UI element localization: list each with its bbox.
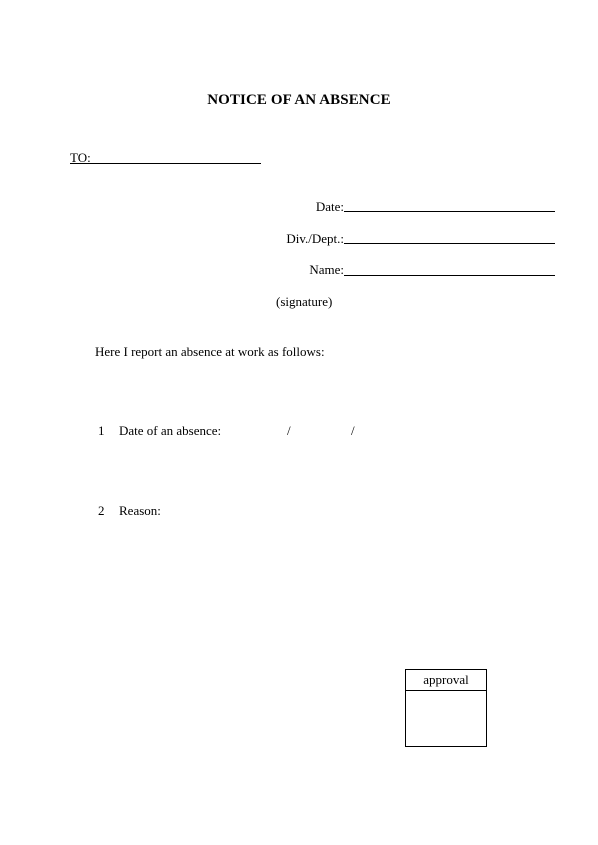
item-label-absence-date: Date of an absence: — [119, 423, 222, 438]
approval-stamp-area — [406, 691, 486, 746]
division-label: Div./Dept.: — [286, 231, 344, 246]
date-label: Date: — [315, 199, 344, 214]
to-line — [70, 163, 261, 164]
name-label: Name: — [309, 262, 344, 277]
approval-label: approval — [406, 670, 486, 691]
name-line — [344, 275, 555, 276]
division-line — [344, 243, 555, 244]
date-separator: / — [287, 423, 291, 438]
intro-text: Here I report an absence at work as follows: — [95, 344, 325, 359]
signature-label: (signature) — [276, 294, 333, 309]
approval-box — [405, 669, 487, 747]
to-label: TO: — [70, 150, 91, 165]
item-number: 2 — [98, 503, 105, 518]
document-title: NOTICE OF AN ABSENCE — [207, 92, 391, 108]
date-separator: / — [351, 423, 355, 438]
item-number: 1 — [98, 423, 105, 438]
date-line — [344, 211, 555, 212]
item-label-reason: Reason: — [119, 503, 161, 518]
